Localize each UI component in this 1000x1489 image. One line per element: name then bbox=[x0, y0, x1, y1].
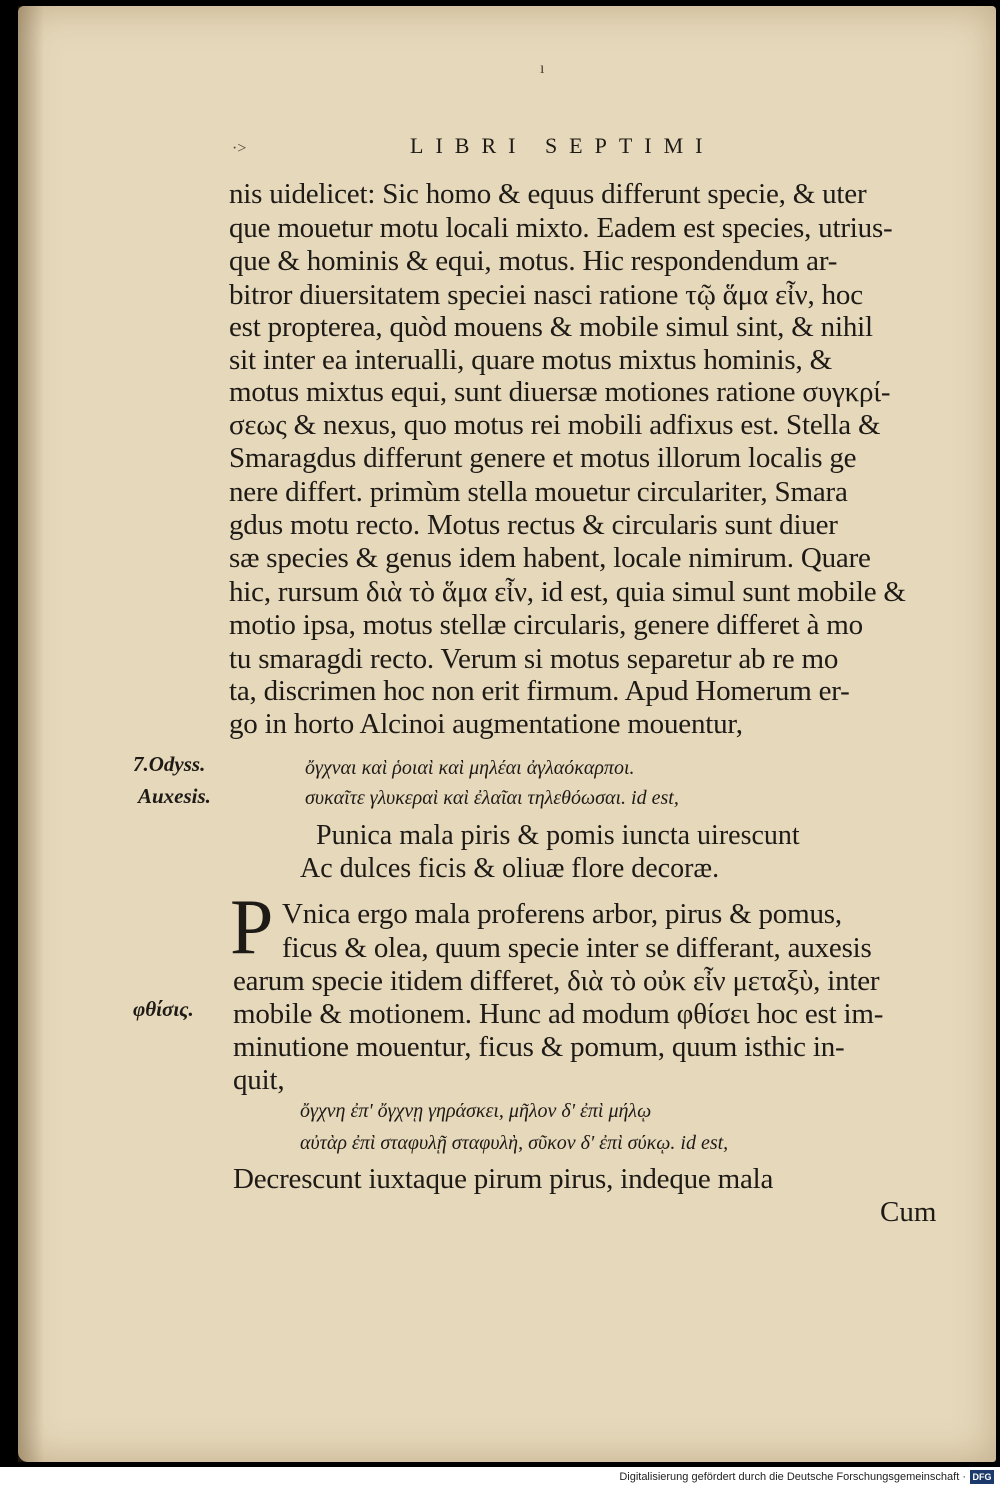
body-line: quit, bbox=[233, 1064, 285, 1096]
body-line: hic, rursum διὰ τὸ ἅμα εἶν, id est, quia simul sunt mobile & bbox=[229, 576, 906, 608]
drop-cap: P bbox=[230, 883, 274, 970]
running-header: LIBRI SEPTIMI bbox=[410, 133, 715, 158]
body-line: gdus motu recto. Motus rectus & circularis sunt diuer bbox=[229, 509, 838, 541]
greek-quote-line: αὐτὰρ ἐπὶ σταφυλῇ σταφυλὴ, σῦκον δ' ἐπὶ σύκῳ. id est, bbox=[300, 1132, 729, 1154]
body-line: motus mixtus equi, sunt diuersæ motiones ratione συγκρί- bbox=[229, 376, 891, 408]
body-line: minutione mouentur, ficus & pomum, quum isthic in- bbox=[233, 1031, 845, 1063]
body-line: σεως & nexus, quo motus rei mobili adfixus est. Stella & bbox=[229, 409, 881, 441]
body-line: nere differt. primùm stella mouetur circulariter, Smara bbox=[229, 476, 848, 508]
body-line: sæ species & genus idem habent, locale nimirum. Quare bbox=[229, 542, 871, 574]
margin-note: 7.Odyss. bbox=[133, 752, 206, 776]
body-line: est propterea, quòd mouens & mobile simul sint, & nihil bbox=[229, 311, 873, 343]
margin-note: Auxesis. bbox=[138, 784, 211, 808]
header-ornament: ·> bbox=[232, 140, 247, 157]
catchword: Cum bbox=[880, 1196, 937, 1228]
body-line: mobile & motionem. Hunc ad modum φθίσει hoc est im- bbox=[233, 998, 884, 1030]
body-line: Smaragdus differunt genere et motus illorum localis ge bbox=[229, 442, 857, 474]
body-line: go in horto Alcinoi augmentatione mouentur, bbox=[229, 708, 743, 740]
body-line: tu smaragdi recto. Verum si motus separetur ab re mo bbox=[229, 643, 839, 675]
dfg-logo-icon: DFG bbox=[970, 1470, 994, 1484]
body-line: ta, discrimen hoc non erit firmum. Apud Homerum er- bbox=[229, 675, 850, 707]
greek-quote-line: ὄγχνη ἐπ' ὄγχνῃ γηράσκει, μῆλον δ' ἐπὶ μήλῳ bbox=[300, 1100, 652, 1122]
footer-credit: Digitalisierung gefördert durch die Deutsche Forschungsgemeinschaft · bbox=[619, 1471, 966, 1483]
body-line: earum specie itidem differet, διὰ τὸ οὐκ εἶν μεταξὺ, inter bbox=[233, 965, 880, 997]
body-line: nis uidelicet: Sic homo & equus differunt specie, & uter bbox=[229, 178, 867, 210]
body-line: sit inter ea interualli, quare motus mixtus hominis, & bbox=[229, 344, 832, 376]
body-line: que mouetur motu locali mixto. Eadem est species, utrius- bbox=[229, 212, 893, 244]
verse-line: Punica mala piris & pomis iuncta uirescunt bbox=[316, 820, 800, 851]
body-line: que & hominis & equi, motus. Hic respondendum ar- bbox=[229, 245, 838, 277]
margin-note: φθίσις. bbox=[133, 997, 194, 1021]
body-line: bitror diuersitatem speciei nasci ratione τῷ ἅμα εἶν, hoc bbox=[229, 279, 863, 311]
footer-bar bbox=[0, 1467, 1000, 1489]
greek-quote-line: συκαῖτε γλυκεραὶ καὶ ἐλαῖαι τηλεθόωσαι. id est, bbox=[305, 787, 679, 809]
body-line: Vnica ergo mala proferens arbor, pirus & pomus, bbox=[282, 898, 842, 930]
body-line: ficus & olea, quum specie inter se differant, auxesis bbox=[282, 932, 872, 964]
body-line: motio ipsa, motus stellæ circularis, genere differet à mo bbox=[229, 609, 863, 641]
greek-quote-line: ὄγχναι καὶ ῥοιαὶ καὶ μηλέαι ἀγλαόκαρποι. bbox=[305, 757, 635, 779]
page-top-mark: ı bbox=[540, 60, 545, 77]
verse-line: Decrescunt iuxtaque pirum pirus, indeque mala bbox=[233, 1163, 774, 1195]
verse-line: Ac dulces ficis & oliuæ flore decoræ. bbox=[300, 853, 720, 884]
